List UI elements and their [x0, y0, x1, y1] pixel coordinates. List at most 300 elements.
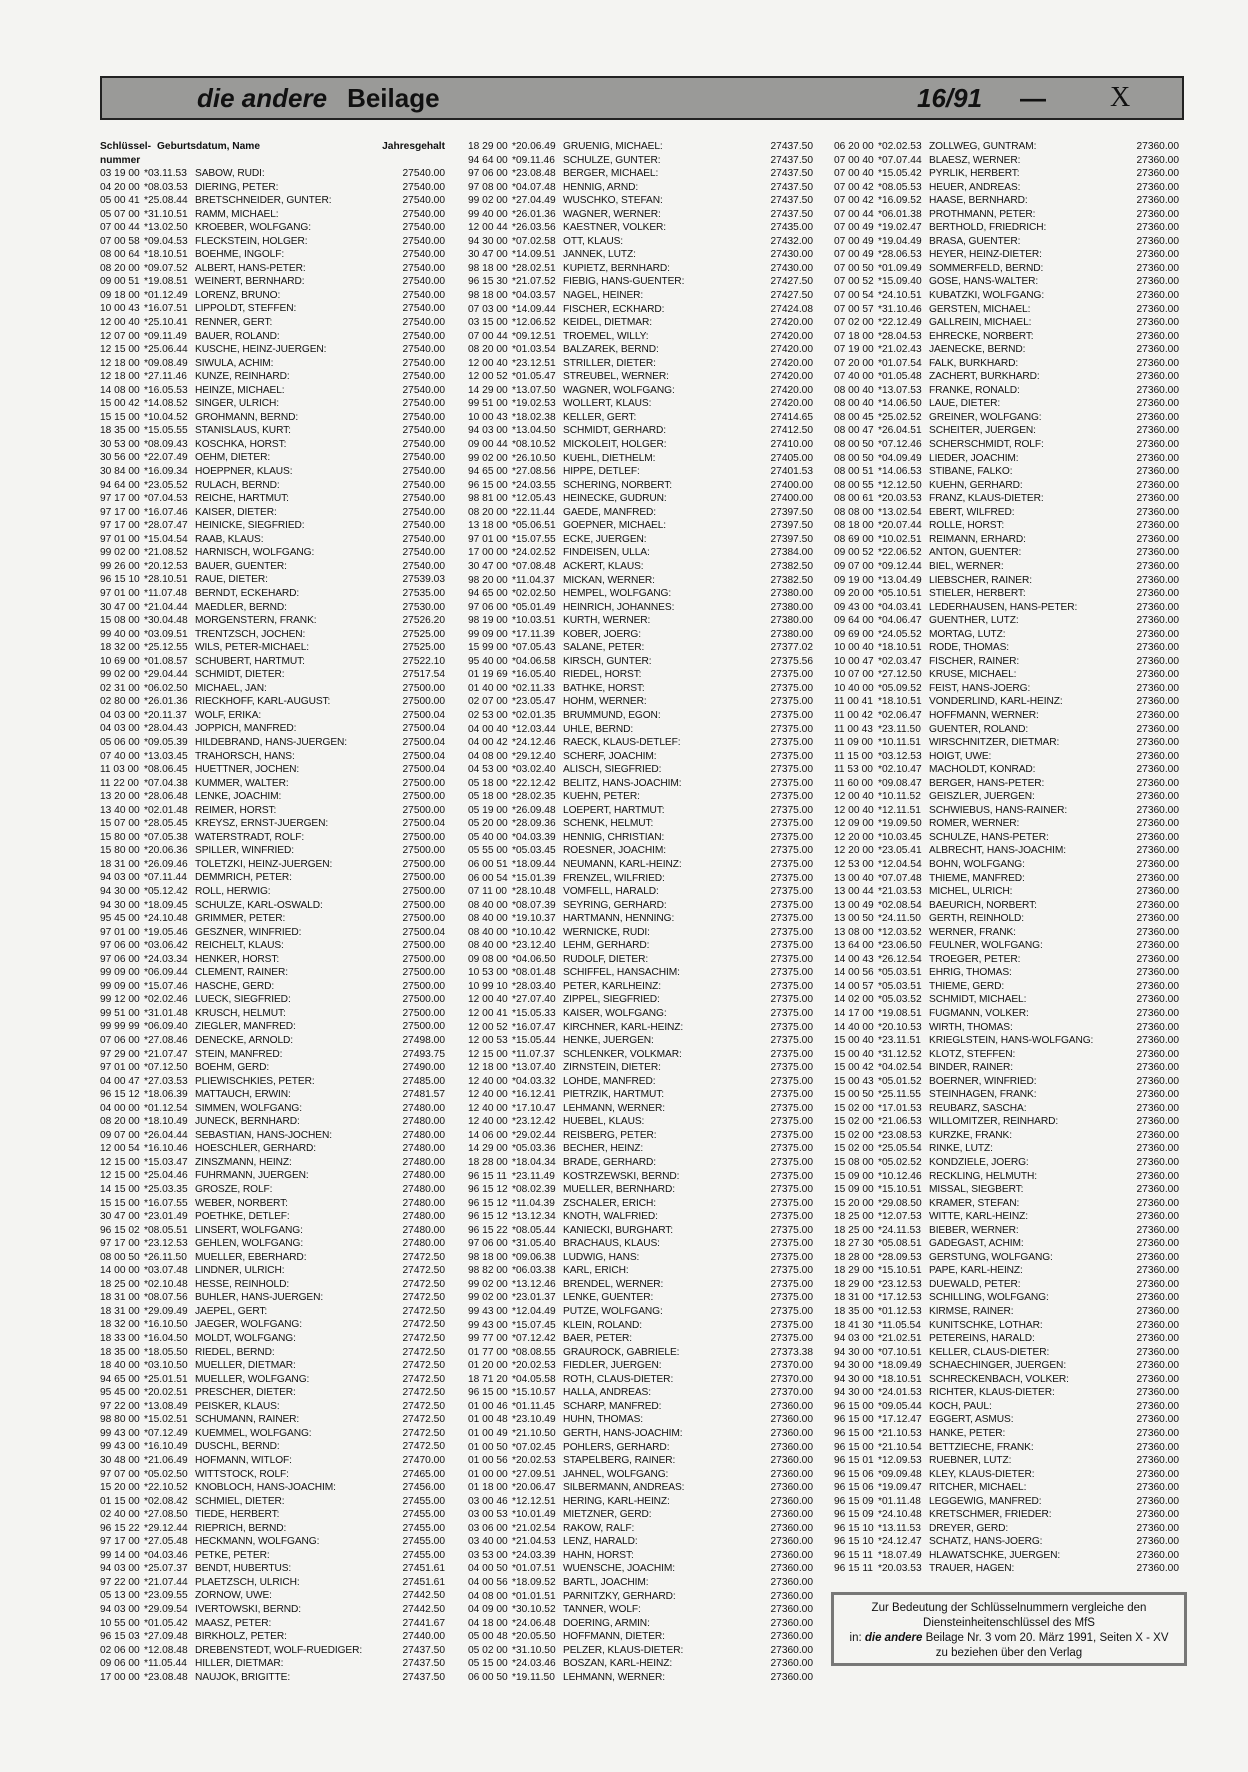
note-line-4: zu beziehen über den Verlag: [935, 1647, 1083, 1659]
list-item: [100, 235, 445, 249]
key-number: 95 40 00: [468, 655, 508, 667]
person-name: MORGENSTERN, FRANK:: [195, 615, 317, 627]
person-name: JAEPEL, GERT:: [195, 1305, 268, 1317]
key-number: 15 99 00: [468, 642, 508, 654]
birth-date: *09.09.48: [878, 1468, 922, 1480]
birth-date: *22.10.52: [144, 1482, 188, 1494]
key-number: 97 17 00: [100, 506, 140, 518]
list-item: [100, 1332, 445, 1346]
person-name: BERGER, HANS-PETER:: [929, 777, 1045, 789]
person-name: BENDT, HUBERTUS:: [195, 1563, 292, 1575]
header-dash: —: [1020, 82, 1046, 113]
list-item: [468, 1603, 813, 1617]
person-name: HERING, KARL-HEINZ:: [563, 1495, 670, 1507]
person-name: MICKOLEIT, HOLGER:: [563, 439, 667, 451]
person-name: WATERSTRADT, ROLF:: [195, 831, 305, 843]
key-number: 94 64 00: [468, 154, 508, 166]
annual-salary: 27360.00: [1136, 547, 1179, 559]
person-name: DREBENSTEDT, WOLF-RUEDIGER:: [195, 1644, 363, 1656]
key-number: 15 20 00: [100, 1482, 140, 1494]
person-name: DIERING, PETER:: [195, 181, 279, 193]
key-number: 18 35 00: [834, 1306, 874, 1318]
annual-salary: 27360.00: [770, 1509, 813, 1521]
annual-salary: 27441.67: [402, 1617, 445, 1629]
key-number: 03 15 00: [468, 317, 508, 329]
person-name: EGGERT, ASMUS:: [929, 1414, 1014, 1426]
list-item: [468, 723, 813, 737]
birth-date: *15.07.55: [512, 533, 556, 545]
person-name: GUENTHER, LUTZ:: [929, 615, 1019, 627]
key-number: 15 00 40: [834, 1048, 874, 1060]
key-number: 12 40 00: [468, 1102, 508, 1114]
key-number: 03 06 00: [468, 1522, 508, 1534]
annual-salary: 27375.00: [770, 1197, 813, 1209]
annual-salary: 27493.75: [402, 1048, 445, 1060]
birth-date: *28.06.48: [144, 791, 188, 803]
annual-salary: 27360.00: [1136, 371, 1179, 383]
person-name: ALBRECHT, HANS-JOACHIM:: [929, 845, 1066, 857]
person-name: JAHNEL, WOLFGANG:: [563, 1468, 669, 1480]
list-item: [468, 492, 813, 506]
list-item: [834, 1142, 1179, 1156]
list-item: [100, 181, 445, 195]
annual-salary: 27360.00: [1136, 669, 1179, 681]
person-name: MUELLER, BERNHARD:: [563, 1184, 675, 1196]
person-name: BOEHME, INGOLF:: [195, 249, 285, 261]
annual-salary: 27480.00: [402, 1102, 445, 1114]
person-name: TIEDE, HERBERT:: [195, 1509, 280, 1521]
list-item: [834, 370, 1179, 384]
birth-date: *23.05.47: [512, 696, 556, 708]
list-item: [100, 370, 445, 384]
key-number: 96 15 10: [834, 1536, 874, 1548]
annual-salary: 27360.00: [1136, 479, 1179, 491]
birth-date: *07.07.44: [878, 154, 922, 166]
list-item: [834, 587, 1179, 601]
person-name: KOSTRZEWSKI, BERND:: [563, 1170, 680, 1182]
key-number: 02 40 00: [100, 1509, 140, 1521]
birth-date: *21.07.47: [144, 1048, 188, 1060]
list-item: [100, 1007, 445, 1021]
key-number: 15 80 00: [100, 845, 140, 857]
person-name: GERSTUNG, WOLFGANG:: [929, 1251, 1053, 1263]
list-item: [468, 1454, 813, 1468]
annual-salary: 27370.00: [770, 1373, 813, 1385]
annual-salary: 27540.00: [402, 317, 445, 329]
person-name: GERTH, REINHOLD:: [929, 913, 1025, 925]
birth-date: *16.10.50: [144, 1319, 188, 1331]
list-item: [100, 357, 445, 371]
person-name: DEMMRICH, PETER:: [195, 872, 292, 884]
list-item: [834, 1305, 1179, 1319]
key-number: 12 07 00: [100, 330, 140, 342]
list-item: [100, 208, 445, 222]
key-number: 30 48 00: [100, 1454, 140, 1466]
annual-salary: 27455.00: [402, 1522, 445, 1534]
annual-salary: 27430.00: [770, 262, 813, 274]
annual-salary: 27500.00: [402, 980, 445, 992]
list-item: [100, 1671, 445, 1685]
list-item: [834, 844, 1179, 858]
birth-date: *15.05.42: [878, 168, 922, 180]
key-number: 10 69 00: [100, 655, 140, 667]
annual-salary: 27432.00: [770, 235, 813, 247]
annual-salary: 27360.00: [1136, 980, 1179, 992]
birth-date: *11.07.48: [144, 587, 187, 599]
annual-salary: 27360.00: [1136, 330, 1179, 342]
annual-salary: 27400.00: [770, 479, 813, 491]
annual-salary: 27360.00: [1136, 682, 1179, 694]
birth-date: *28.04.53: [878, 330, 922, 342]
key-number: 97 22 00: [100, 1576, 140, 1588]
list-item: [834, 1102, 1179, 1116]
person-name: RAMM, MICHAEL:: [195, 208, 279, 220]
person-name: HUETTNER, JOCHEN:: [195, 764, 300, 776]
list-item: [834, 750, 1179, 764]
annual-salary: 27500.04: [402, 926, 445, 938]
key-number: 01 00 00: [468, 1468, 508, 1480]
birth-date: *15.10.51: [878, 1184, 922, 1196]
key-number: 99 43 00: [468, 1319, 508, 1331]
list-item: [468, 452, 813, 466]
list-item: [834, 777, 1179, 791]
list-item: [834, 262, 1179, 276]
birth-date: *27.04.49: [512, 195, 556, 207]
key-number: 97 17 00: [100, 520, 140, 532]
annual-salary: 27375.00: [770, 818, 813, 830]
annual-salary: 27526.20: [402, 615, 445, 627]
list-item: [100, 411, 445, 425]
annual-salary: 27360.00: [1136, 141, 1179, 152]
annual-salary: 27360.00: [770, 1658, 813, 1670]
note-reference: Beilage Nr. 3 vom 20. März 1991, Seiten X - XV: [922, 1632, 1169, 1644]
annual-salary: 27500.00: [402, 696, 445, 708]
annual-salary: 27360.00: [1136, 439, 1179, 451]
annual-salary: 27455.00: [402, 1495, 445, 1507]
list-item: [834, 1319, 1179, 1333]
annual-salary: 27360.00: [1136, 886, 1179, 898]
birth-date: *23.11.50: [878, 723, 921, 735]
list-item: [834, 1224, 1179, 1238]
birth-date: *15.10.57: [512, 1387, 556, 1399]
key-number: 02 07 00: [468, 696, 508, 708]
list-item: [834, 885, 1179, 899]
annual-salary: 27375.00: [770, 1306, 813, 1318]
key-number: 94 30 00: [834, 1360, 874, 1372]
annual-salary: 27370.00: [770, 1387, 813, 1399]
key-number: 06 00 51: [468, 858, 508, 870]
key-number: 15 02 00: [834, 1129, 874, 1141]
list-item: [468, 1644, 813, 1658]
annual-salary: 27375.00: [770, 1008, 813, 1019]
key-number: 02 80 00: [100, 696, 140, 708]
person-name: BAER, PETER:: [563, 1333, 632, 1345]
birth-date: *09.12.51: [512, 330, 556, 342]
annual-salary: 27397.50: [770, 520, 813, 532]
key-number: 95 45 00: [100, 913, 140, 925]
list-item: [100, 655, 445, 669]
person-name: MISSAL, SIEGBERT:: [929, 1184, 1024, 1196]
list-item: [468, 1549, 813, 1563]
list-item: [834, 1400, 1179, 1414]
list-item: [100, 1440, 445, 1454]
birth-date: *02.10.47: [878, 764, 922, 776]
birth-date: *15.05.44: [512, 1035, 556, 1047]
list-item: [468, 1508, 813, 1522]
birth-date: *08.09.43: [144, 438, 188, 450]
birth-date: *03.07.48: [144, 1265, 188, 1277]
annual-salary: 27360.00: [1136, 1373, 1179, 1385]
birth-date: *20.02.53: [512, 1455, 556, 1467]
list-item: [834, 790, 1179, 804]
person-name: TRENTZSCH, JOCHEN:: [195, 628, 306, 640]
birth-date: *08.02.39: [512, 1184, 556, 1196]
person-name: PLIEWISCHKIES, PETER:: [195, 1075, 315, 1087]
key-number: 11 00 41: [834, 696, 873, 708]
person-name: BERNDT, ECKEHARD:: [195, 587, 300, 599]
list-item: [100, 492, 445, 506]
key-number: 04 00 40: [468, 723, 508, 735]
key-number: 17 00 00: [100, 1671, 140, 1683]
key-number: 04 00 42: [468, 737, 508, 749]
person-name: BRASA, GUENTER:: [929, 235, 1021, 247]
annual-salary: 27500.00: [402, 1021, 445, 1033]
person-name: FIEBIG, HANS-GUENTER:: [563, 276, 685, 288]
birth-date: *22.07.49: [144, 452, 188, 464]
list-rows: [100, 167, 445, 1684]
person-name: RICHTER, KLAUS-DIETER:: [929, 1387, 1055, 1399]
person-name: LUDWIG, HANS:: [563, 1251, 640, 1263]
person-name: GADEGAST, ACHIM:: [929, 1238, 1024, 1250]
list-item: [834, 1251, 1179, 1265]
person-name: HAASE, BERNHARD:: [929, 195, 1028, 207]
key-number: 99 14 00: [100, 1549, 140, 1561]
annual-salary: 27375.00: [770, 980, 813, 992]
birth-date: *18.10.51: [878, 642, 922, 654]
person-name: KLEY, KLAUS-DIETER:: [929, 1468, 1035, 1480]
annual-salary: 27360.00: [770, 1576, 813, 1588]
person-name: BECHER, HEINZ:: [563, 1143, 644, 1155]
person-name: GESZNER, WINFRIED:: [195, 926, 302, 938]
list-item: [100, 1251, 445, 1265]
birth-date: *21.03.53: [878, 886, 922, 898]
section-numeral: X: [1110, 82, 1131, 113]
key-number: 97 17 00: [100, 493, 140, 505]
person-name: KUEHN, PETER:: [563, 791, 640, 803]
person-name: PETKE, PETER:: [195, 1549, 270, 1561]
key-number: 11 53 00: [834, 764, 873, 776]
birth-date: *01.12.53: [878, 1306, 922, 1318]
person-name: MUELLER, EBERHARD:: [195, 1251, 307, 1263]
list-item: [834, 424, 1179, 438]
birth-date: *23.01.49: [144, 1211, 188, 1223]
birth-date: *16.12.41: [512, 1089, 556, 1101]
annual-salary: 27360.00: [1136, 750, 1179, 762]
key-number: 98 18 00: [468, 290, 508, 302]
birth-date: *15.07.46: [144, 980, 188, 992]
list-item: [834, 1210, 1179, 1224]
annual-salary: 27470.00: [402, 1454, 445, 1466]
list-item: [100, 1142, 445, 1156]
person-name: REISBERG, PETER:: [563, 1129, 657, 1141]
list-item: [100, 316, 445, 330]
person-name: TOLETZKI, HEINZ-JUERGEN:: [195, 858, 333, 870]
list-item: [468, 357, 813, 371]
birth-date: *04.03.46: [144, 1549, 188, 1561]
key-number: 99 40 00: [100, 628, 140, 640]
person-name: FISCHER, ECKHARD:: [563, 303, 665, 315]
birth-date: *13.04.49: [878, 574, 922, 586]
person-name: BLAESZ, WERNER:: [929, 154, 1021, 166]
list-item: [468, 1102, 813, 1116]
birth-date: *21.07.44: [144, 1576, 188, 1588]
birth-date: *18.10.51: [878, 696, 922, 708]
list-item: [100, 1156, 445, 1170]
birth-date: *10.10.42: [512, 926, 556, 938]
birth-date: *19.08.51: [144, 276, 188, 288]
list-item: [468, 424, 813, 438]
list-item: [468, 140, 813, 154]
person-name: ACKERT, KLAUS:: [563, 560, 644, 572]
annual-salary: 27360.00: [1136, 1441, 1179, 1453]
list-item: [100, 194, 445, 208]
key-number: 12 18 00: [468, 1062, 508, 1074]
annual-salary: 27500.04: [402, 750, 445, 762]
key-number: 12 20 00: [834, 831, 874, 843]
annual-salary: 27360.00: [770, 1604, 813, 1616]
birth-date: *08.10.52: [512, 439, 556, 451]
birth-date: *21.07.52: [512, 276, 556, 288]
annual-salary: 27370.00: [770, 1360, 813, 1372]
annual-salary: 27360.00: [1136, 967, 1179, 979]
key-number: 98 18 00: [468, 1251, 508, 1263]
person-name: KUEHL, DIETHELM:: [563, 452, 656, 464]
key-number: 06 00 50: [468, 1671, 508, 1683]
annual-salary: 27380.00: [770, 628, 813, 640]
annual-salary: 27540.00: [402, 438, 445, 450]
person-name: LIPPOLDT, STEFFEN:: [195, 303, 297, 315]
birth-date: *27.11.46: [144, 371, 187, 383]
person-name: LEHMANN, WERNER:: [563, 1102, 665, 1114]
annual-salary: 27360.00: [1136, 953, 1179, 965]
list-item: [834, 1034, 1179, 1048]
birth-date: *29.12.40: [512, 750, 556, 762]
person-name: LINSERT, WOLFGANG:: [195, 1224, 303, 1236]
key-number: 01 15 00: [100, 1495, 140, 1507]
person-name: HENKER, HORST:: [195, 953, 280, 965]
birth-date: *09.05.39: [144, 736, 188, 748]
person-name: JUNECK, BERNHARD:: [195, 1116, 300, 1128]
annual-salary: 27500.00: [402, 872, 445, 884]
key-number: 99 40 00: [468, 208, 508, 220]
annual-salary: 27480.00: [402, 1129, 445, 1141]
birth-date: *20.06.47: [512, 1482, 556, 1494]
list-item: [468, 655, 813, 669]
birth-date: *13.12.46: [512, 1278, 556, 1290]
person-name: BRETSCHNEIDER, GUNTER:: [195, 195, 332, 207]
birth-date: *03.11.53: [144, 168, 187, 179]
list-item: [100, 926, 445, 940]
annual-salary: 27360.00: [1136, 560, 1179, 572]
key-number: 97 01 00: [100, 1062, 140, 1074]
birth-date: *05.02.52: [878, 1157, 922, 1169]
birth-date: *05.03.52: [878, 994, 922, 1006]
list-item: [834, 533, 1179, 547]
key-number: 14 00 57: [834, 980, 874, 992]
key-number: 30 47 00: [468, 249, 508, 261]
key-number: 95 45 00: [100, 1387, 140, 1399]
list-item: [100, 289, 445, 303]
list-item: [468, 343, 813, 357]
annual-salary: 27410.00: [770, 439, 813, 451]
annual-salary: 27360.00: [1136, 506, 1179, 518]
key-number: 08 00 50: [834, 452, 874, 464]
person-name: KROEBER, WOLFGANG:: [195, 222, 311, 234]
list-item: [100, 1549, 445, 1563]
birth-date: *09.11.49: [144, 330, 187, 342]
key-number: 09 19 00: [834, 574, 874, 586]
person-name: SCHERING, NORBERT:: [563, 479, 672, 491]
birth-date: *21.04.44: [144, 601, 188, 613]
birth-date: *31.12.52: [878, 1048, 922, 1060]
annual-salary: 27540.00: [402, 181, 445, 193]
list-item: [834, 1197, 1179, 1211]
key-number: 96 15 00: [834, 1400, 874, 1412]
list-item: [468, 1264, 813, 1278]
key-number: 94 30 00: [100, 899, 140, 911]
key-number: 99 77 00: [468, 1333, 508, 1345]
key-number: 98 82 00: [468, 1265, 508, 1277]
annual-salary: 27472.50: [402, 1427, 445, 1439]
annual-salary: 27472.50: [402, 1360, 445, 1372]
birth-date: *04.02.54: [878, 1062, 922, 1074]
annual-salary: 27360.00: [1136, 1563, 1179, 1575]
birth-date: *24.10.48: [144, 913, 188, 925]
key-number: 10 00 43: [468, 411, 508, 423]
list-item: [834, 316, 1179, 330]
key-number: 07 00 40: [834, 168, 874, 180]
person-name: ZIEGLER, MANFRED:: [195, 1021, 296, 1033]
person-name: IVERTOWSKI, BERND:: [195, 1603, 301, 1615]
birth-date: *08.01.48: [512, 967, 556, 979]
annual-salary: 27360.00: [1136, 1048, 1179, 1060]
list-item: [834, 1359, 1179, 1373]
birth-date: *17.01.53: [878, 1102, 922, 1114]
annual-salary: 27472.50: [402, 1305, 445, 1317]
key-number: 18 71 20: [468, 1373, 508, 1385]
birth-date: *04.09.49: [878, 452, 922, 464]
annual-salary: 27480.00: [402, 1238, 445, 1250]
list-item: [834, 1170, 1179, 1184]
annual-salary: 27360.00: [1136, 1495, 1179, 1507]
key-number: 04 08 00: [468, 1590, 508, 1602]
person-name: KANIECKI, BURGHART:: [563, 1224, 673, 1236]
key-number: 07 00 49: [834, 249, 874, 261]
person-name: BATHKE, HORST:: [563, 682, 645, 694]
person-name: LUECK, SIEGFRIED:: [195, 994, 291, 1006]
person-name: SCHMIEL, DIETER:: [195, 1495, 285, 1507]
key-number: 10 53 00: [468, 967, 508, 979]
birth-date: *31.05.40: [512, 1238, 556, 1250]
annual-salary: 27437.50: [770, 181, 813, 193]
annual-salary: 27430.00: [770, 249, 813, 261]
person-name: PYRLIK, HERBERT:: [929, 168, 1020, 180]
birth-date: *27.09.48: [144, 1631, 188, 1643]
key-number: 15 08 00: [100, 615, 140, 627]
key-number: 07 00 44: [468, 330, 508, 342]
person-name: KUBATZKI, WOLFGANG:: [929, 290, 1045, 302]
birth-date: *15.01.39: [512, 872, 556, 884]
